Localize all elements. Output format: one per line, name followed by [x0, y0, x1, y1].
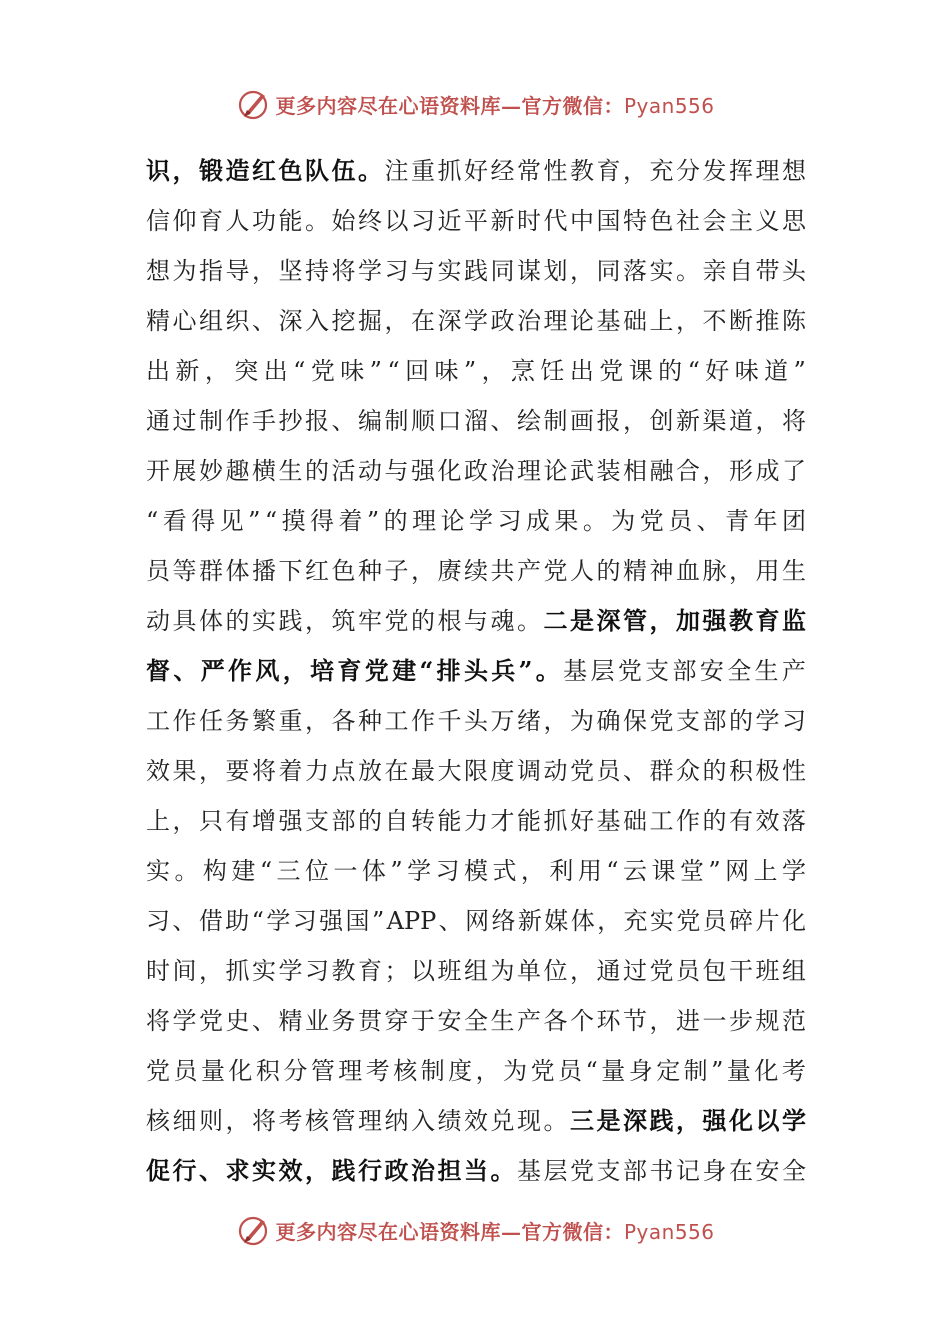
text-line: 开 展 妙 趣 横 生 的 活 动 与 强 化 政 治 理 论 武 装 相 融 合 ， 形 成 了	[146, 457, 806, 485]
text-line: 通 过 制 作 手 抄 报 、 编 制 顺 口 溜 、 绘 制 画 报 ， 创 新 渠 道 ， 将	[146, 407, 806, 435]
text-line: 习 、 借 助 “ 学 习 强 国 ” APP 、 网 络 新 媒 体 ， 充 实 党 员 碎 片 化	[146, 907, 806, 935]
text-line: “ 看 得 见 ” “ 摸 得 着 ” 的 理 论 学 习 成 果 。 为 党 员 、 青 年 团	[146, 507, 806, 535]
text-line: 动 具 体 的 实 践 ， 筑 牢 党 的 根 与 魂 。 二 是 深 管 ， 加 强 教 育 监	[146, 606, 806, 635]
text-line: 上 ， 只 有 增 强 支 部 的 自 转 能 力 才 能 抓 好 基 础 工 作 的 有 效 落	[146, 807, 806, 835]
text-line: 出 新 ， 突 出 “ 党 味 ” “ 回 味 ” ， 烹 饪 出 党 课 的 “ 好 味 道 ”	[146, 357, 806, 385]
footer-banner	[0, 1210, 950, 1250]
text-line: 信 仰 育 人 功 能 。 始 终 以 习 近 平 新 时 代 中 国 特 色 社 会 主 义 思	[146, 207, 806, 235]
header-banner	[0, 84, 950, 124]
text-line: 想 为 指 导 ， 坚 持 将 学 习 与 实 践 同 谋 划 ， 同 落 实 。 亲 自 带 头	[146, 257, 806, 285]
text-line: 时 间 ， 抓 实 学 习 教 育 ； 以 班 组 为 单 位 ， 通 过 党 员 包 干 班 组	[146, 957, 806, 985]
text-line: 核 细 则 ， 将 考 核 管 理 纳 入 绩 效 兑 现 。 三 是 深 践 ， 强 化 以 学	[146, 1106, 806, 1135]
footer-banner-text: 更多内容尽在心语资料库—官方微信：	[275, 1219, 624, 1244]
text-line: 精 心 组 织 、 深 入 挖 掘 ， 在 深 学 政 治 理 论 基 础 上 ， 不 断 推 陈	[146, 307, 806, 335]
document-body	[146, 146, 806, 1196]
quill-pen-logo-icon	[235, 1212, 271, 1248]
header-wechat-id: Pyan556	[623, 93, 715, 118]
text-line: 实 。 构 建 “ 三 位 一 体 ” 学 习 模 式 ， 利 用 “ 云 课 堂 ” 网 上 学	[146, 857, 806, 885]
text-line: 党 员 量 化 积 分 管 理 考 核 制 度 ， 为 党 员 “ 量 身 定 制 ” 量 化 考	[146, 1057, 806, 1085]
text-line: 识 ， 锻 造 红 色 队 伍 。 注 重 抓 好 经 常 性 教 育 ， 充 分 发 挥 理 想	[146, 156, 806, 185]
quill-pen-logo-icon	[235, 86, 271, 122]
text-line: 督 、 严 作 风 ， 培 育 党 建 “ 排 头 兵 ” 。 基 层 党 支 部 安 全 生 产	[146, 656, 806, 685]
footer-wechat-id: Pyan556	[623, 1219, 715, 1244]
text-line: 促 行 、 求 实 效 ， 践 行 政 治 担 当 。 基 层 党 支 部 书 记 身 在 安 全	[146, 1156, 806, 1185]
text-line: 将 学 党 史 、 精 业 务 贯 穿 于 安 全 生 产 各 个 环 节 ， 进 一 步 规 范	[146, 1007, 806, 1035]
header-banner-text: 更多内容尽在心语资料库—官方微信：	[275, 93, 624, 118]
text-line: 员 等 群 体 播 下 红 色 种 子 ， 赓 续 共 产 党 人 的 精 神 血 脉 ， 用 生	[146, 557, 806, 585]
text-line: 工 作 任 务 繁 重 ， 各 种 工 作 千 头 万 绪 ， 为 确 保 党 支 部 的 学 习	[146, 707, 806, 735]
text-line: 效 果 ， 要 将 着 力 点 放 在 最 大 限 度 调 动 党 员 、 群 众 的 积 极 性	[146, 757, 806, 785]
